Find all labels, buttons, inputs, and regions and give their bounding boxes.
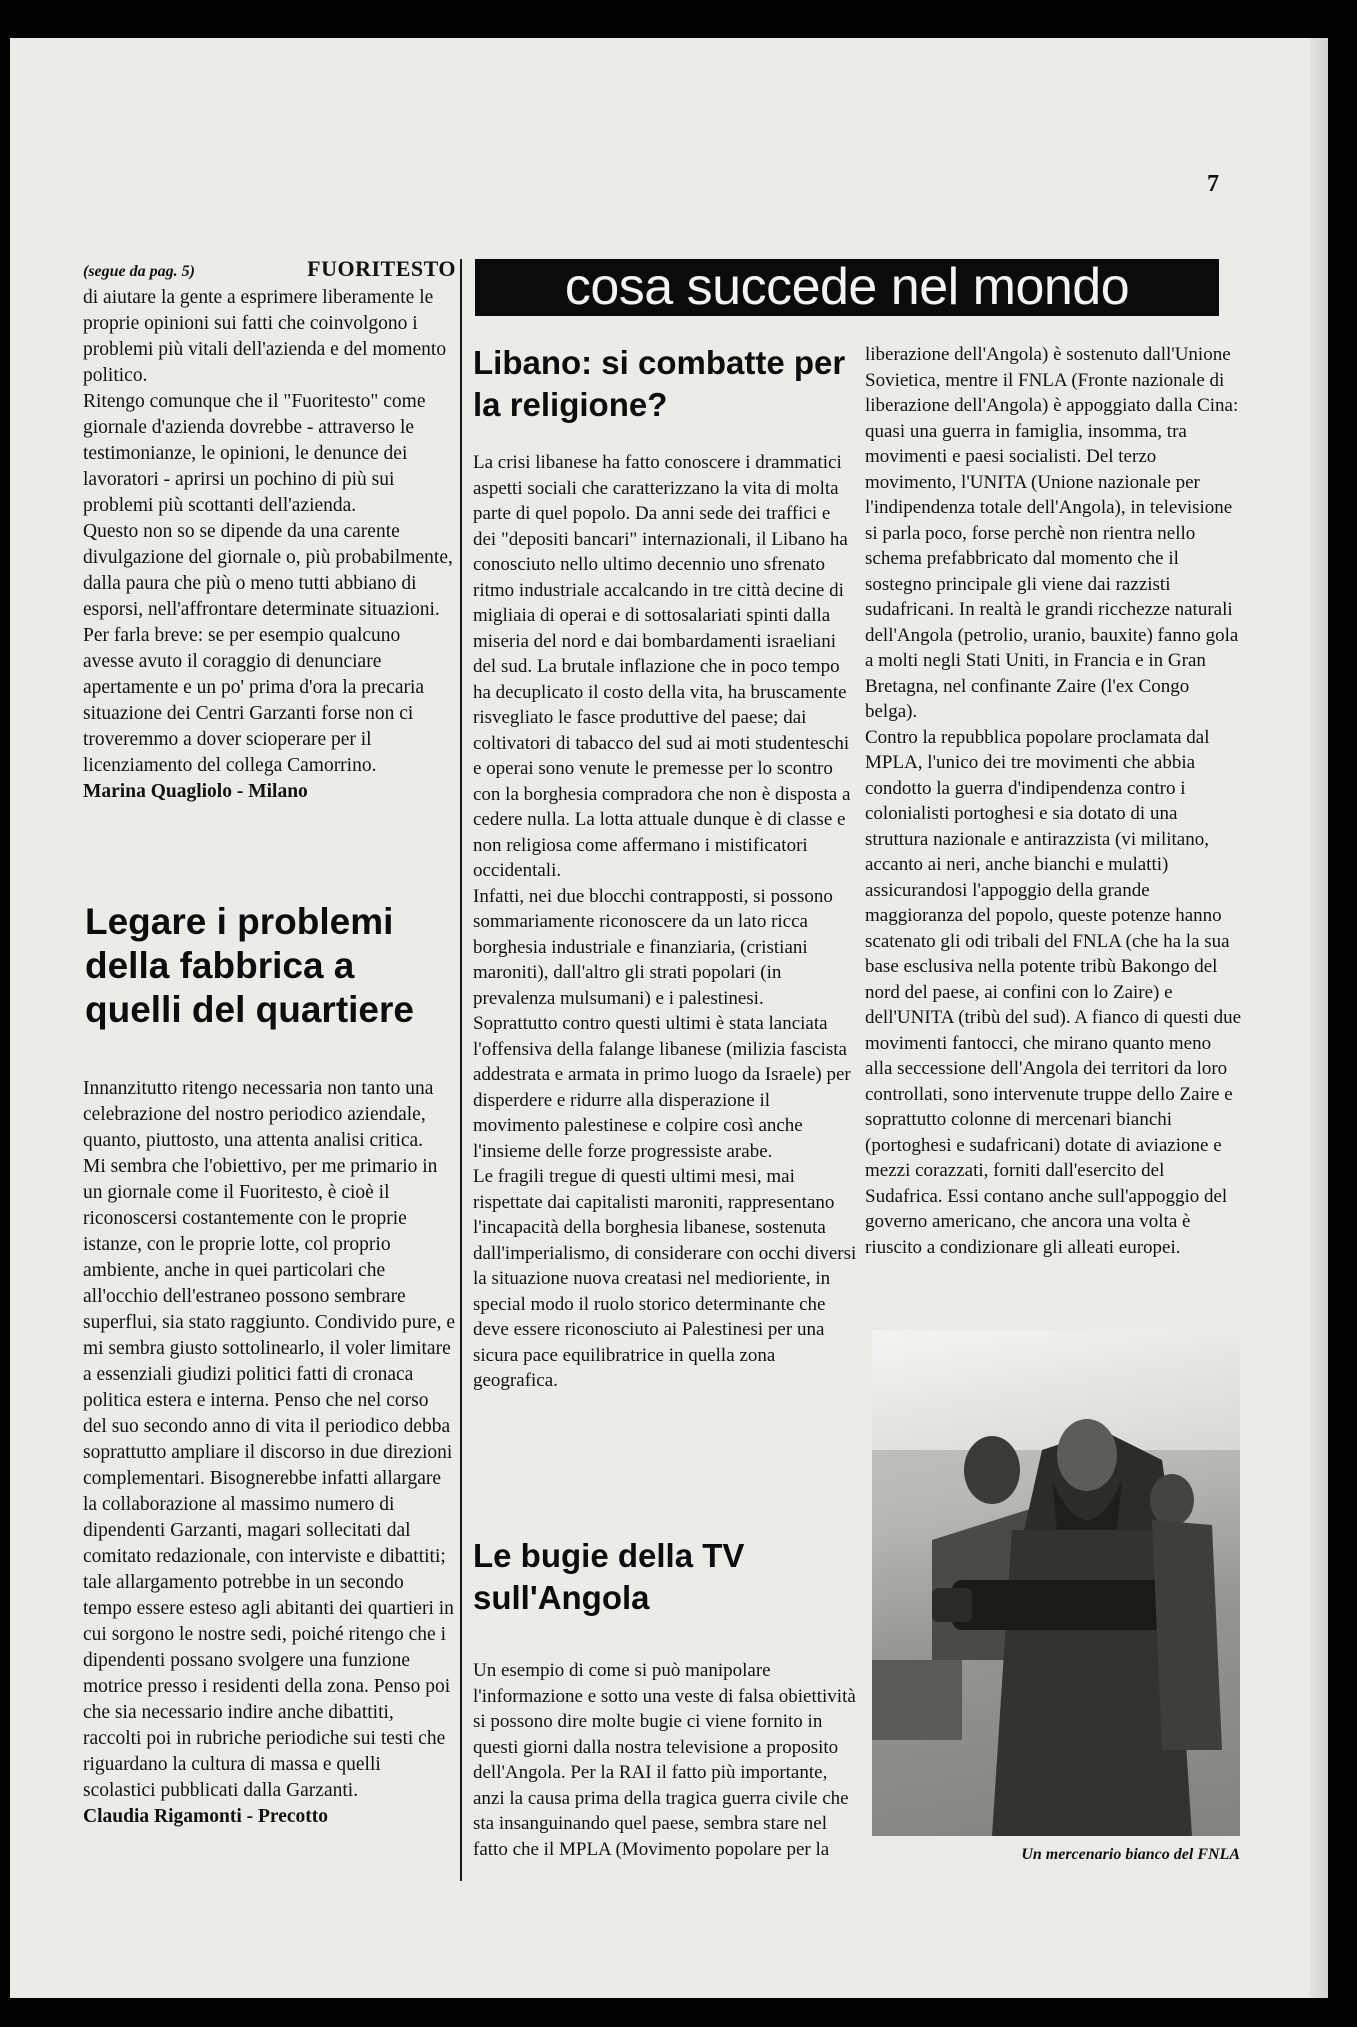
fuoritesto-letter xyxy=(83,256,456,805)
photo-illustration xyxy=(872,1330,1240,1836)
article-paragraph: Contro la repubblica popolare proclamata dal MPLA, l'unico dei tre movimenti che abbia condotto la guerra d'indipendenza contro i colonialisti portoghesi e sia dotato di una struttura nazionale e antirazzista (vi militano, accanto ai neri, anche bianchi e mulatti) assicurandosi l'appoggio della grande maggioranza del popolo, queste potenze hanno scatenato gli odi tribali del FNLA (che ha la sua base esclusiva nella potente tribù Bakongo del nord del paese, ai confini con lo Zaire) e dell'UNITA (tribù del sud). A fianco di questi due movimenti fantocci, che mirano quanto meno alla seccessione dell'Angola dei territori da loro controllati, sono intervenute truppe dello Zaire e soprattutto colonne di mercenari bianchi (portoghesi e sudafricani) dotate di aviazione e mezzi corazzati, forniti dall'esercito del Sudafrica. Essi contano anche sull'appoggio del governo americano, che ancora una volta è riuscito a condizionare gli alleati europei. xyxy=(865,726,1242,1258)
headline-bugie: Le bugie della TV sull'Angola xyxy=(473,1537,745,1616)
section-title: FUORITESTO xyxy=(307,256,456,281)
column-divider xyxy=(460,259,462,1881)
mercenary-photo xyxy=(872,1330,1240,1836)
headline-legare: Legare i problemi della fabbrica a quelli del quartiere xyxy=(85,901,414,1030)
article-paragraph: di aiutare la gente a esprimere liberamente le proprie opinioni sui fatti che coinvolgono i problemi più vitali dell'azienda e del momento politico. xyxy=(83,287,447,386)
headline-libano: Libano: si combatte per la religione? xyxy=(473,344,846,423)
article-paragraph: Ritengo comunque che il "Fuoritesto" come giornale d'azienda dovrebbe - attraverso le testimonianze, le opinioni, le denunce dei lavoratori - aprirsi un pochino di più sui problemi più scottanti dell'azienda. xyxy=(83,391,426,516)
continued-from-label: (segue da pag. 5) xyxy=(83,263,195,280)
page-number: 7 xyxy=(1207,171,1219,197)
article-libano xyxy=(473,450,858,1394)
article-paragraph: Questo non so se dipende da una carente divulgazione del giornale o, più probabilmente, dalla paura che più o meno tutti abbiano di esporsi, nell'affrontare determinate situazioni. Per farla breve: se per esempio qualcuno avesse avuto il coraggio di denunciare apertamente e un po' prima d'ora la precaria situazione dei Centri Garzanti forse non ci troveremmo a dover scioperare per il licenziamento del collega Camorrino. xyxy=(83,521,453,776)
page-fold-shadow xyxy=(1310,38,1328,1998)
article-paragraph: La crisi libanese ha fatto conoscere i drammatici aspetti sociali che caratterizzano la vita di molta parte di quel popolo. Da anni sede dei traffici e dei "depositi bancari" internazionali, il Libano ha conosciuto nello ultimo decennio uno sfrenato ritmo industriale accalcando in tre città decine di migliaia di operai e di sottosalariati spinti dalla miseria del nord e dai bombardamenti israeliani del sud. La brutale inflazione che in poco tempo ha decuplicato il costo della vita, ha bruscamente risvegliato le fasce produttive del paese; dai coltivatori di tabacco del sud ai moti studenteschi e operai sono venute le premesse per lo scontro con la borghesia compradora che non è disposta a cedere nulla. La lotta attuale dunque è di classe e non religiosa come affermano i mistificatori occidentali. xyxy=(473,452,851,881)
article-angola-continued xyxy=(865,342,1243,1260)
article-paragraph: liberazione dell'Angola) è sostenuto dall'Unione Sovietica, mentre il FNLA (Fronte nazionale di liberazione dell'Angola) è appoggiato dalla Cina: quasi una guerra in famiglia, insomma, tra movimenti e paesi socialisti. Del terzo movimento, l'UNITA (Unione nazionale per l'indipendenza totale dell'Angola), in televisione si parla poco, forse perchè non rientra nello schema prefabbricato dal momento che il sostegno principale gli viene dai razzisti sudafricani. In realtà le grandi ricchezze naturali dell'Angola (petrolio, uranio, bauxite) fanno gola a molti negli Stati Uniti, in Francia e in Gran Bretagna, nel confinante Zaire (l'ex Congo belga). xyxy=(865,344,1239,722)
photo-caption: Un mercenario bianco del FNLA xyxy=(1021,1846,1240,1863)
article-legare xyxy=(83,1076,456,1830)
article-paragraph: Soprattutto contro questi ultimi è stata lanciata l'offensiva della falange libanese (milizia fascista addestrata e armata in primo luogo da Israele) per disperdere e ridurre alla disperazione il movimento palestinese e colpire così anche l'insieme delle forze progressiste arabe. xyxy=(473,1013,851,1162)
article-paragraph: Mi sembra che l'obiettivo, per me primario in un giornale come il Fuoritesto, è cioè il riconoscersi costantemente con le proprie istanze, con le proprie lotte, col proprio ambiente, anche in quei particolari che all'occhio dell'estraneo possono sembrare superflui, sia stato raggiunto. Condivido pure, e mi sembra giusto sottolinearlo, il voler limitare a essenziali giudizi politici fatti di cronaca politica estera e interna. Penso che nel corso del suo secondo anno di vita il periodico debba soprattutto ampliare il discorso in due direzioni complementari. Bisognerebbe infatti allargare la collaborazione al massimo numero di dipendenti Garzanti, magari sollecitati dal comitato redazionale, con interviste e dibattiti; tale allargamento potrebbe in un secondo tempo essere esteso agli abitanti dei quartieri in cui sorgono le nostre sedi, poiché ritengo che i dipendenti possano svolgere una funzione motrice presso i residenti della zona. Penso poi che sia necessario indire anche dibattiti, raccolti poi in rubriche periodiche sui testi che riguardano la cultura di massa e quelli scolastici pubblicati dalla Garzanti. xyxy=(83,1156,456,1801)
newspaper-page xyxy=(10,38,1328,1998)
article-paragraph: Infatti, nei due blocchi contrapposti, si possono sommariamente riconoscere da un lato ricca borghesia industriale e finanziaria, (cristiani maroniti), dall'altro gli strati popolari (in prevalenza mulsumani) e i palestinesi. xyxy=(473,885,833,1009)
article-bugie xyxy=(473,1658,858,1862)
article-paragraph: Le fragili tregue di questi ultimi mesi, mai rispettate dai capitalisti maroniti, rappresentano l'incapacità della borghesia libanese, sostenuta dall'imperialismo, di considerare con occhi diversi la situazione nuova creatasi nel medioriente, in special modo il ruolo storico determinante che deve essere riconosciuto ai Palestinesi per una sicura pace equilibratrice in quella zona geografica. xyxy=(473,1166,857,1391)
section-banner: cosa succede nel mondo xyxy=(475,259,1219,316)
article-paragraph: Un esempio di come si può manipolare l'informazione e sotto una veste di falsa obiettività si possono dire molte bugie ci viene fornito in questi giorni dalla nostra televisione a proposito dell'Angola. Per la RAI il fatto più importante, anzi la causa prima della tragica guerra civile che sta insanguinando quel paese, sembra stare nel fatto che il MPLA (Movimento popolare per la xyxy=(473,1660,856,1860)
author-signature: Claudia Rigamonti - Precotto xyxy=(83,1806,328,1827)
article-paragraph: Innanzitutto ritengo necessaria non tanto una celebrazione del nostro periodico aziendale, quanto, piuttosto, una attenta analisi critica. xyxy=(83,1078,434,1151)
fuoritesto-header xyxy=(83,256,456,285)
author-signature: Marina Quagliolo - Milano xyxy=(83,781,308,802)
